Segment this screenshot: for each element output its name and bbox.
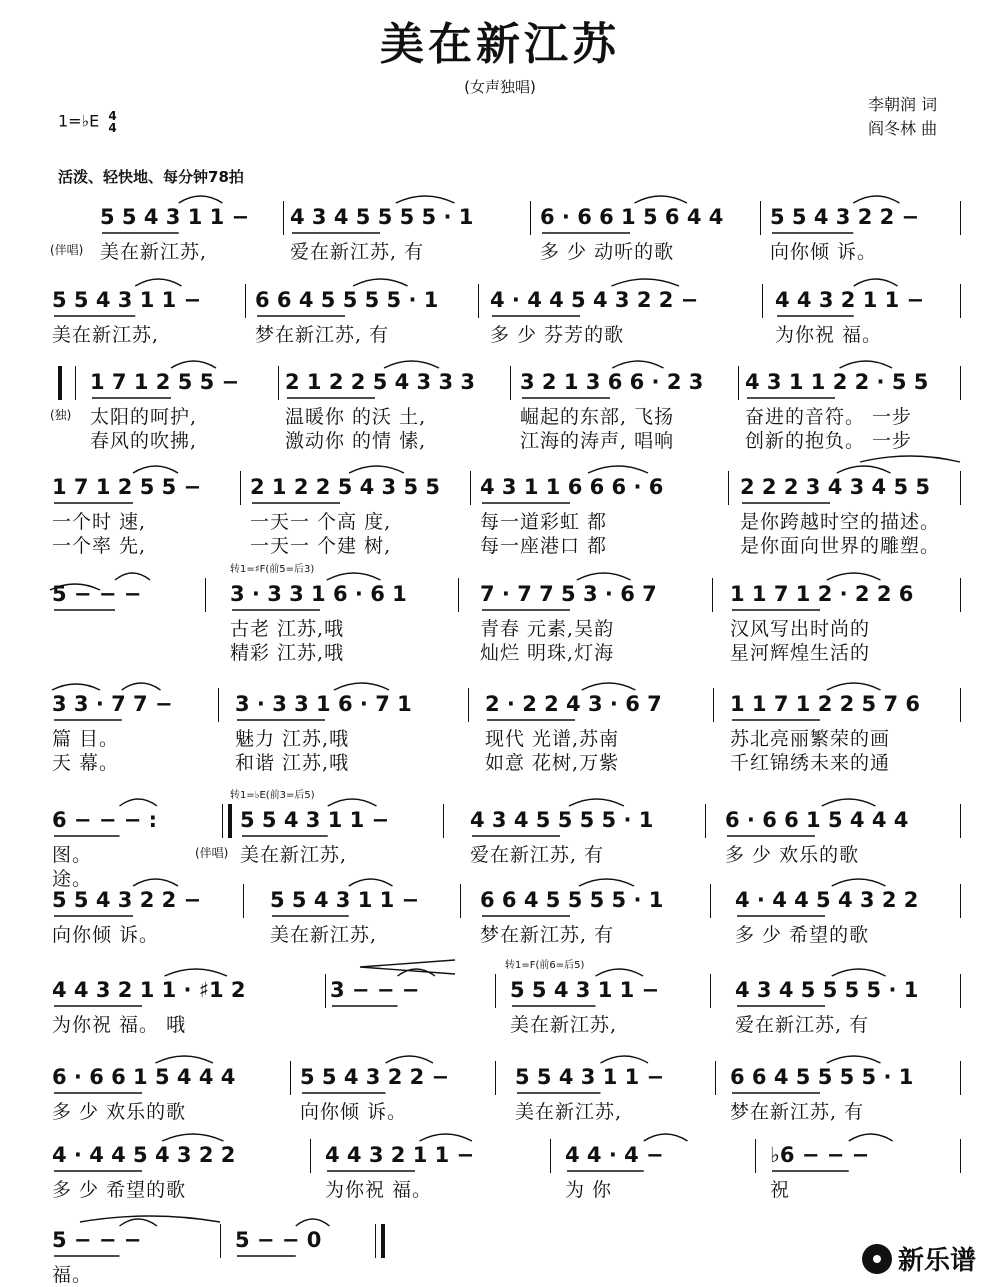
lyric-line-1: 为你祝 福。 xyxy=(325,1179,433,1201)
slur-arc xyxy=(386,1056,434,1063)
tie-arc xyxy=(80,1216,220,1222)
composer: 阎冬林 曲 xyxy=(868,119,938,138)
measure-notes: 4 3 1 1 6 6 6 · 6 xyxy=(480,475,664,499)
measure-notes: 3 2 1 3 6 6 · 2 3 xyxy=(520,370,704,394)
lyric-line-2: 每一座港口 都 xyxy=(480,535,608,557)
barline xyxy=(220,1224,221,1258)
lyric-line-1: 温暖你 的沃 土, xyxy=(285,406,427,428)
slur-arc xyxy=(396,196,455,203)
measure-notes: 3 · 3 3 1 6 · 6 1 xyxy=(230,582,407,606)
repeat-start-barline xyxy=(58,366,62,400)
slur-arc xyxy=(327,573,381,580)
slur-arc xyxy=(644,1134,688,1141)
barline xyxy=(510,366,511,400)
measure-notes: 2 1 2 2 5 4 3 5 5 xyxy=(250,475,440,499)
barline xyxy=(468,688,469,722)
measure-notes: 1 1 7 1 2 2 5 7 6 xyxy=(730,692,920,716)
lyric-line-2: 创新的抱负。 一步 xyxy=(745,430,913,452)
lyric-line-1: 梦在新江苏, 有 xyxy=(730,1101,865,1123)
barline xyxy=(960,804,961,838)
lyric-line-1: 多 少 希望的歌 xyxy=(52,1179,187,1201)
measure-notes: 5 5 4 3 2 2 − xyxy=(770,205,920,229)
measure-notes: 4 · 4 4 5 4 3 2 2 xyxy=(52,1143,236,1167)
slur-arc xyxy=(120,1219,158,1226)
lyricist: 李朝润 词 xyxy=(868,95,938,114)
lyric-line-2: 是你面向世界的雕塑。 xyxy=(740,535,941,557)
slur-arc xyxy=(635,196,688,203)
measure-notes: 5 5 4 3 1 1 − xyxy=(52,288,202,312)
barline xyxy=(738,366,739,400)
barline xyxy=(458,578,459,612)
barline xyxy=(760,201,761,235)
lyric-line-1: 太阳的呵护, xyxy=(90,406,198,428)
lyric-line-1: 多 少 芬芳的歌 xyxy=(490,324,625,346)
lyric-line-1: 古老 江苏,哦 xyxy=(230,618,345,640)
barline xyxy=(715,1061,716,1095)
lyric-line-1: 每一道彩虹 都 xyxy=(480,511,608,533)
slur-arc xyxy=(837,466,891,473)
lyric-line-2: 和谐 江苏,哦 xyxy=(235,752,350,774)
barline xyxy=(325,974,326,1008)
slur-arc xyxy=(832,969,886,976)
barline xyxy=(222,804,223,838)
barline xyxy=(478,284,479,318)
measure-notes: 3 3 · 7 7 − xyxy=(52,692,173,716)
hairpin-mark xyxy=(360,960,455,974)
lyric-line-1: 美在新江苏, xyxy=(510,1014,618,1036)
lyric-line-1: 魅力 江苏,哦 xyxy=(235,728,350,750)
slur-arc xyxy=(853,196,899,203)
slur-arc xyxy=(156,1056,214,1063)
measure-notes: 1 7 1 2 5 5 − xyxy=(90,370,240,394)
lyric-line-1: 福。 xyxy=(52,1264,93,1286)
slur-arc xyxy=(827,1056,881,1063)
measure-notes: 6 · 6 6 1 5 4 4 4 xyxy=(52,1065,236,1089)
measure-notes: 7 · 7 7 5 3 · 6 7 xyxy=(480,582,657,606)
lyric-line-1: 向你倾 诉。 xyxy=(52,924,160,946)
lyric-line-2: 灿烂 明珠,灯海 xyxy=(480,642,615,664)
barline xyxy=(728,471,729,505)
slur-arc xyxy=(135,279,181,286)
measure-notes: 4 · 4 4 5 4 3 2 2 − xyxy=(490,288,699,312)
slur-arc xyxy=(582,683,636,690)
lyric-line-1: 向你倾 诉。 xyxy=(770,241,878,263)
measure-notes: 4 3 4 5 5 5 5 · 1 xyxy=(735,978,919,1002)
slur-arc xyxy=(122,683,161,690)
measure-notes: 4 3 1 1 2 2 · 5 5 xyxy=(745,370,929,394)
barline xyxy=(960,1061,961,1095)
measure-notes: 6 6 4 5 5 5 5 · 1 xyxy=(480,888,664,912)
measure-notes: 3 − − − xyxy=(330,978,420,1002)
lyric-line-1: 奋进的音符。 一步 xyxy=(745,406,913,428)
measure-notes: 4 4 3 2 1 1 − xyxy=(775,288,925,312)
slur-arc xyxy=(334,683,389,690)
barline xyxy=(283,201,284,235)
lyric-line-2: 途。 xyxy=(52,868,93,890)
slur-arc xyxy=(162,1134,223,1141)
lyric-line-1: 苏北亮丽繁荣的画 xyxy=(730,728,891,750)
lyric-line-1: 美在新江苏, xyxy=(270,924,378,946)
barline xyxy=(375,1224,376,1258)
measure-notes: 5 5 4 3 1 1 − xyxy=(240,808,390,832)
lyric-line-1: 青春 元素,吴韵 xyxy=(480,618,615,640)
slur-arc xyxy=(612,279,680,286)
lyric-line-2: 江海的涛声, 唱响 xyxy=(520,430,675,452)
slur-arc xyxy=(398,969,436,976)
barline xyxy=(960,471,961,505)
barline xyxy=(495,1061,496,1095)
lyric-line-1: 图。 xyxy=(52,844,93,866)
time-signature: 4 4 xyxy=(108,109,117,135)
measure-notes: 6 − − − : xyxy=(52,808,158,832)
lyric-line-2: 精彩 江苏,哦 xyxy=(230,642,345,664)
slur-arc xyxy=(601,1056,649,1063)
lyric-line-1: 美在新江苏, xyxy=(52,324,160,346)
barline xyxy=(960,578,961,612)
final-barline xyxy=(381,1224,385,1258)
lyric-line-2: 天 幕。 xyxy=(52,752,120,774)
measure-notes: 4 3 4 5 5 5 5 · 1 xyxy=(470,808,654,832)
barline xyxy=(205,578,206,612)
slur-arc xyxy=(353,279,408,286)
lyric-line-2: 千红锦绣未来的通 xyxy=(730,752,891,774)
measure-notes: 5 5 4 3 2 2 − xyxy=(52,888,202,912)
slur-arc xyxy=(849,1134,893,1141)
slur-arc xyxy=(133,466,178,473)
slur-arc xyxy=(120,799,158,806)
measure-notes: 3 · 3 3 1 6 · 7 1 xyxy=(235,692,412,716)
slur-arc xyxy=(420,1134,473,1141)
lyric-line-2: 激动你 的情 愫, xyxy=(285,430,427,452)
slur-arc xyxy=(832,879,886,886)
song-subtitle: (女声独唱) xyxy=(464,78,536,96)
lyric-line-2: 如意 花树,万紫 xyxy=(485,752,620,774)
logo-text: 新乐谱 xyxy=(898,1246,977,1276)
barline xyxy=(278,366,279,400)
voice-tag: (独) xyxy=(50,408,72,422)
lyric-line-1: 为你祝 福。 xyxy=(775,324,883,346)
lyric-line-1: 爱在新江苏, 有 xyxy=(735,1014,870,1036)
slur-arc xyxy=(115,573,150,580)
measure-notes: 6 · 6 6 1 5 4 4 4 xyxy=(725,808,909,832)
lyric-line-1: 一天一 个高 度, xyxy=(250,511,392,533)
slur-arc xyxy=(179,196,223,203)
slur-arc xyxy=(612,361,663,368)
measure-notes: 5 − − − xyxy=(52,1228,142,1252)
measure-notes: 4 4 · 4 − xyxy=(565,1143,664,1167)
measure-notes: 5 5 4 3 2 2 − xyxy=(300,1065,450,1089)
lyric-line-1: 多 少 欢乐的歌 xyxy=(725,844,860,866)
barline xyxy=(460,884,461,918)
measure-notes: 2 · 2 2 4 3 · 6 7 xyxy=(485,692,662,716)
tie-arc xyxy=(860,456,960,462)
barline xyxy=(960,884,961,918)
measure-notes: 2 1 2 2 5 4 3 3 3 xyxy=(285,370,475,394)
lyric-line-1: 美在新江苏, xyxy=(240,844,348,866)
barline xyxy=(290,1061,291,1095)
modulation-marking: 转1=♭E(前3=后5) xyxy=(230,790,315,801)
site-logo xyxy=(862,1240,976,1277)
barline xyxy=(762,284,763,318)
measure-notes: 5 5 4 3 1 1 − xyxy=(100,205,250,229)
slur-arc xyxy=(577,573,631,580)
repeat-end-barline xyxy=(228,804,232,838)
measure-notes: 1 1 7 1 2 · 2 2 6 xyxy=(730,582,914,606)
slur-arc xyxy=(171,361,216,368)
lyric-line-1: 是你跨越时空的描述。 xyxy=(740,511,941,533)
measure-notes: 5 − − − xyxy=(52,582,142,606)
measure-notes: 5 5 4 3 1 1 − xyxy=(515,1065,665,1089)
barline xyxy=(495,974,496,1008)
slur-arc xyxy=(579,879,634,886)
lyric-line-1: 祝 xyxy=(770,1179,791,1201)
barline xyxy=(245,284,246,318)
slur-arc xyxy=(384,361,439,368)
lyric-line-1: 汉风写出时尚的 xyxy=(730,618,871,640)
barline xyxy=(960,688,961,722)
slur-arc xyxy=(596,969,644,976)
barline xyxy=(530,201,531,235)
slur-arc xyxy=(133,879,178,886)
lyric-line-2: 一天一 个建 树, xyxy=(250,535,392,557)
barline xyxy=(243,884,244,918)
barline xyxy=(310,1139,311,1173)
song-title: 美在新江苏 xyxy=(380,19,620,70)
lyric-line-1: 多 少 欢乐的歌 xyxy=(52,1101,187,1123)
slur-arc xyxy=(349,466,404,473)
lyric-line-1: 向你倾 诉。 xyxy=(300,1101,408,1123)
lyric-line-2: 星河辉煌生活的 xyxy=(730,642,871,664)
lyric-line-1: 为你祝 福。 哦 xyxy=(52,1014,187,1036)
measure-notes: 2 2 2 3 4 3 4 5 5 xyxy=(740,475,930,499)
barline xyxy=(960,974,961,1008)
measure-notes: ♭6 − − − xyxy=(770,1143,870,1167)
lyric-line-2: 春风的吹拂, xyxy=(90,430,198,452)
lyric-line-1: 崛起的东部, 飞扬 xyxy=(520,406,675,428)
measure-notes: 5 5 4 3 1 1 − xyxy=(510,978,660,1002)
barline xyxy=(960,201,961,235)
tie-arc xyxy=(52,684,100,690)
measure-notes: 6 · 6 6 1 5 6 4 4 xyxy=(540,205,724,229)
slur-arc xyxy=(165,969,228,976)
slur-arc xyxy=(854,279,898,286)
measure-notes: 6 6 4 5 5 5 5 · 1 xyxy=(255,288,439,312)
slur-arc xyxy=(840,361,893,368)
lyric-line-1: 多 少 希望的歌 xyxy=(735,924,870,946)
measure-notes: 6 6 4 5 5 5 5 · 1 xyxy=(730,1065,914,1089)
barline xyxy=(218,688,219,722)
barline xyxy=(75,366,76,400)
lyric-line-1: 现代 光谱,苏南 xyxy=(485,728,620,750)
barline xyxy=(755,1139,756,1173)
lyric-line-1: 美在新江苏, xyxy=(515,1101,623,1123)
slur-arc xyxy=(827,573,881,580)
measure-notes: 5 5 4 3 1 1 − xyxy=(270,888,420,912)
lyric-line-1: 梦在新江苏, 有 xyxy=(480,924,615,946)
slur-arc xyxy=(296,1219,330,1226)
key-signature xyxy=(58,110,117,134)
slur-arc xyxy=(822,799,876,806)
modulation-marking: 转1=♯F(前5=后3) xyxy=(230,564,315,575)
lyric-line-1: 爱在新江苏, 有 xyxy=(290,241,425,263)
barline xyxy=(710,974,711,1008)
measure-notes: 5 − − 0 xyxy=(235,1228,322,1252)
measure-notes: 4 4 3 2 1 1 − xyxy=(325,1143,475,1167)
modulation-marking: 转1=F(前6=后5) xyxy=(505,960,585,971)
barline xyxy=(712,578,713,612)
barline xyxy=(710,884,711,918)
measure-notes: 1 7 1 2 5 5 − xyxy=(52,475,202,499)
lyric-line-2: 一个率 先, xyxy=(52,535,147,557)
barline xyxy=(240,471,241,505)
lyric-line-1: 一个时 速, xyxy=(52,511,147,533)
barline xyxy=(960,366,961,400)
barline xyxy=(960,1139,961,1173)
voice-tag: (伴唱) xyxy=(195,846,229,860)
slur-arc xyxy=(328,799,377,806)
slur-arc xyxy=(349,879,393,886)
lyric-line-1: 梦在新江苏, 有 xyxy=(255,324,390,346)
barline xyxy=(960,284,961,318)
measure-notes: 4 3 4 5 5 5 5 · 1 xyxy=(290,205,474,229)
lyric-line-1: 为 你 xyxy=(565,1179,613,1201)
record-disc-icon xyxy=(862,1244,892,1274)
slur-arc xyxy=(569,799,624,806)
lyric-line-1: 爱在新江苏, 有 xyxy=(470,844,605,866)
barline xyxy=(705,804,706,838)
measure-notes: 4 · 4 4 5 4 3 2 2 xyxy=(735,888,919,912)
barline xyxy=(443,804,444,838)
voice-tag: (伴唱) xyxy=(50,243,84,257)
lyric-line-1: 多 少 动听的歌 xyxy=(540,241,675,263)
key-label: 1=♭E xyxy=(58,111,100,131)
barline xyxy=(470,471,471,505)
slur-arc xyxy=(827,683,881,690)
tempo-marking: 活泼、轻快地、每分钟78拍 xyxy=(58,168,244,186)
barline xyxy=(550,1139,551,1173)
lyric-line-1: 篇 目。 xyxy=(52,728,120,750)
lyric-line-1: 美在新江苏, xyxy=(100,241,208,263)
slur-arc xyxy=(588,466,648,473)
barline xyxy=(713,688,714,722)
measure-notes: 4 4 3 2 1 1 · ♯1 2 xyxy=(52,978,246,1002)
